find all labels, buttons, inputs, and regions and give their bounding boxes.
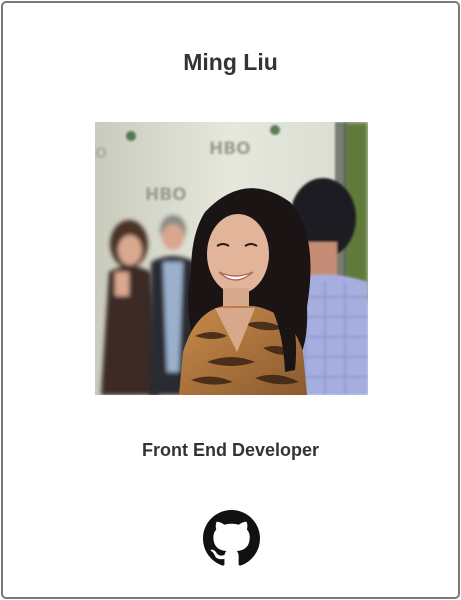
banner-logo-2: HBO	[145, 185, 187, 205]
github-link[interactable]	[203, 510, 260, 567]
profile-photo-image	[95, 122, 368, 395]
profile-name: Ming Liu	[183, 49, 278, 75]
profile-role: Front End Developer	[141, 440, 320, 460]
profile-photo	[95, 122, 368, 395]
github-icon	[203, 510, 260, 567]
banner-logo-1: HBO	[209, 139, 251, 159]
svg-text:O: O	[95, 146, 107, 162]
profile-card	[1, 1, 460, 599]
